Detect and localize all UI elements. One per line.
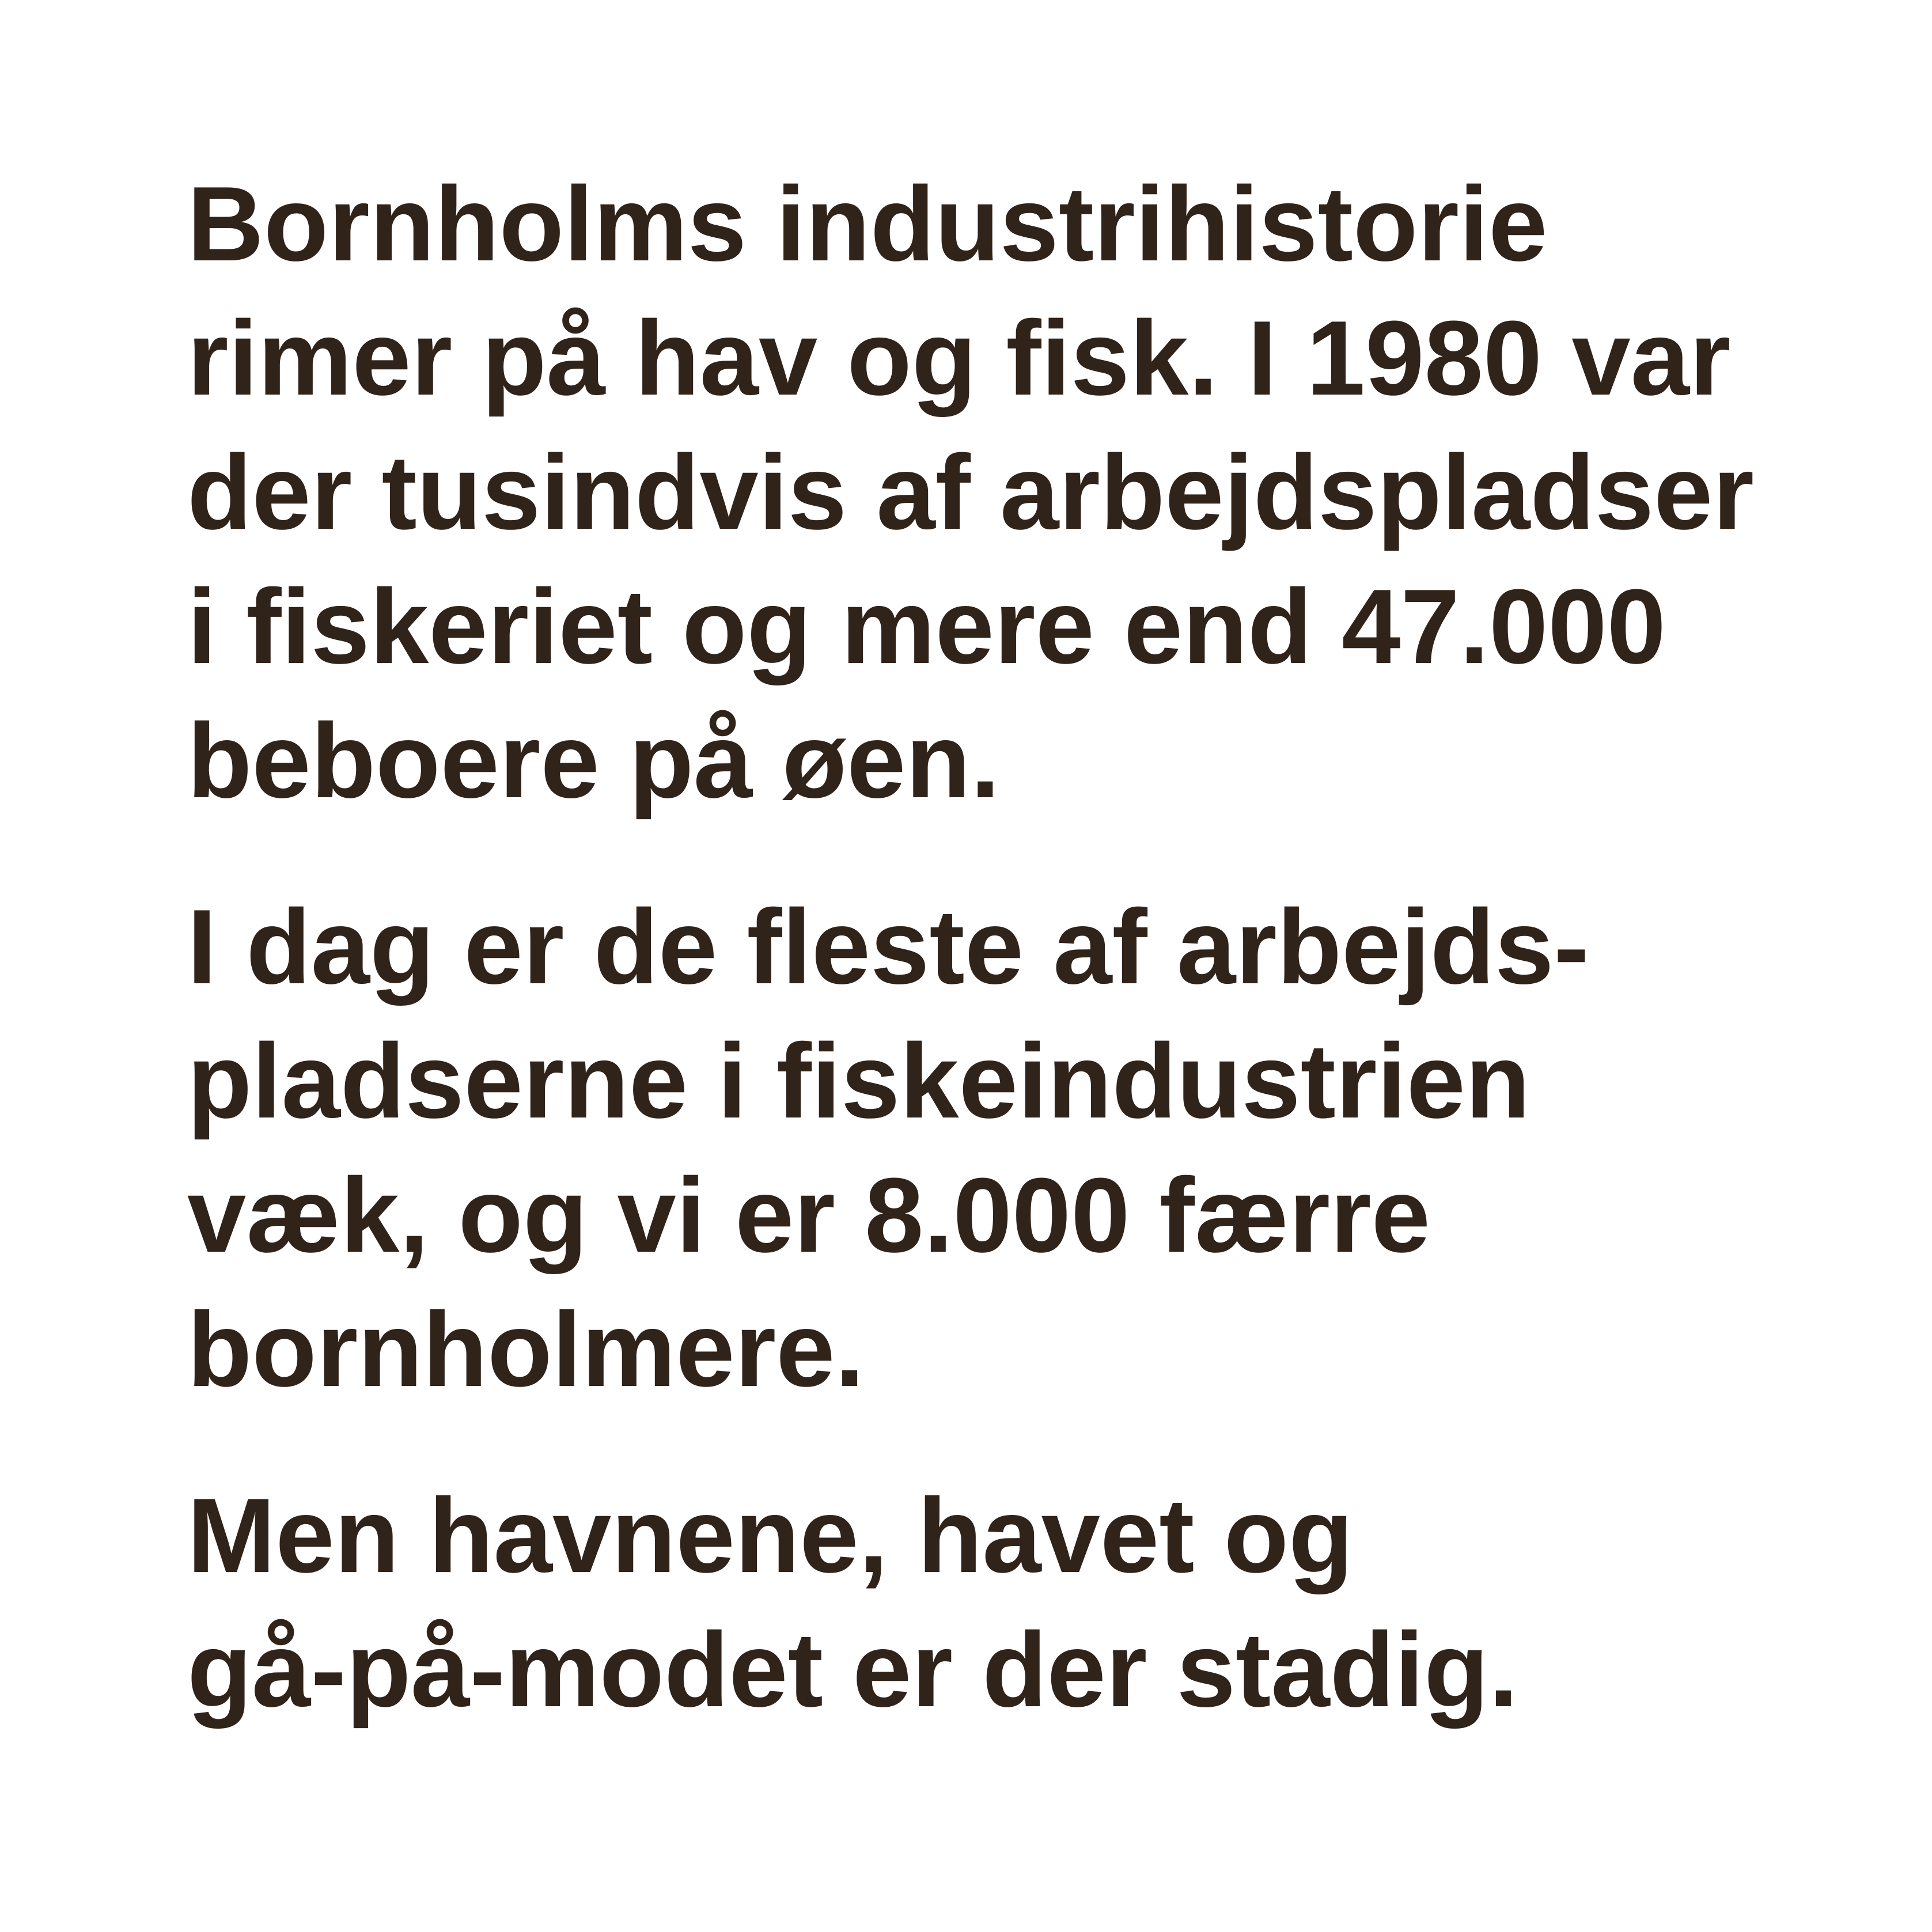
text-line: pladserne i fiskeindustrien: [187, 1021, 1531, 1140]
text-line: beboere på øen.: [187, 701, 1000, 820]
text-line: rimer på hav og fisk. I 1980 var: [187, 298, 1731, 417]
text-column: [187, 157, 1863, 1737]
text-line: i fiskeriet og mere end 47.000: [187, 567, 1666, 685]
text-line: bornholmere.: [187, 1290, 865, 1408]
paragraph-industry-history: [187, 157, 1863, 828]
text-line: Bornholms industrihistorie: [187, 164, 1548, 283]
text-line: I dag er de fleste af arbejds-: [187, 887, 1589, 1006]
text-line: væk, og vi er 8.000 færre: [187, 1156, 1431, 1274]
paragraph-still-here: [187, 1468, 1863, 1737]
text-line: gå-på-modet er der stadig.: [187, 1610, 1518, 1729]
paragraph-today: [187, 880, 1863, 1416]
text-line: Men havnene, havet og: [187, 1476, 1354, 1594]
text-line: der tusindvis af arbejdspladser: [187, 433, 1755, 551]
